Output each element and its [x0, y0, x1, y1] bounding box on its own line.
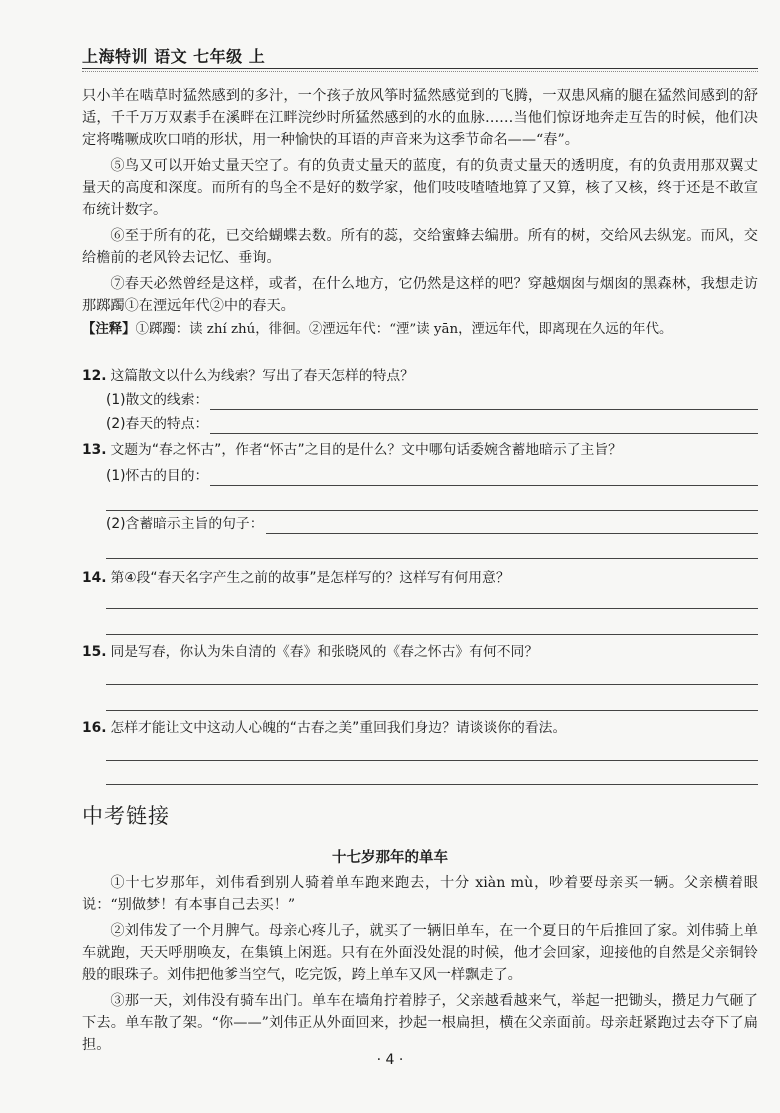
question-14 [82, 568, 758, 588]
question-number: 14. [82, 570, 107, 586]
question-text: 第④段“春天名字产生之前的故事”是怎样写的？这样写有何用意？ [110, 570, 510, 586]
question-number: 13. [82, 442, 107, 458]
question-12 [82, 366, 758, 386]
question-text: 怎样才能让文中这动人心魄的“古春之美”重回我们身边？请谈谈你的看法。 [110, 720, 567, 736]
answer-line[interactable] [106, 510, 758, 511]
question-text: 这篇散文以什么为线索？写出了春天怎样的特点？ [110, 368, 414, 384]
question-text: 同是写春，你认为朱自清的《春》和张晓风的《春之怀古》有何不同？ [110, 644, 539, 660]
annotation-text: ①踯躅：读 zhí zhú，徘徊。②湮远年代：“湮”读 yān，湮远年代，即离现在久远的年代。 [135, 322, 673, 337]
answer-12-1[interactable] [106, 390, 758, 410]
passage-paragraph-7: ⑦春天必然曾经是这样，或者，在什么地方，它仍然是这样的吧？穿越烟囱与烟囱的黑森林，我想走访那踯躅①在湮远年代②中的春天。 [82, 276, 758, 314]
answer-label: (1)散文的线索： [106, 392, 209, 408]
answer-13-2[interactable] [106, 514, 758, 534]
section-title: 中考链接 [82, 804, 170, 828]
passage-paragraph-6: ⑥至于所有的花，已交给蝴蝶去数。所有的蕊，交给蜜蜂去编册。所有的树，交给风去纵宠。而风，交给檐前的老风铃去记忆、垂询。 [82, 228, 758, 266]
answer-line[interactable] [106, 784, 758, 785]
answer-line[interactable] [210, 471, 758, 486]
question-number: 15. [82, 644, 107, 660]
passage-paragraph-cont: 只小羊在啮草时猛然感到的多汁，一个孩子放风筝时猛然感觉到的飞腾，一双患风痛的腿在猛然间感到的舒适，千千万万双素手在溪畔在江畔浣纱时所猛然感到的水的血脉……当他们惊讶地奔走互告的时候，他们决定将嘴噘成吹口哨的形状，用一种愉快的耳语的声音来为这季节命名——“春”。 [82, 88, 758, 148]
answer-line[interactable] [106, 608, 758, 609]
answer-line[interactable] [106, 634, 758, 635]
header-rule-dotted [82, 71, 758, 72]
page-number: · 4 · [376, 1052, 404, 1068]
question-number: 16. [82, 720, 107, 736]
annotation [82, 319, 758, 341]
answer-line[interactable] [106, 760, 758, 761]
question-number: 12. [82, 368, 107, 384]
passage-paragraph-5: ⑤鸟又可以开始丈量天空了。有的负责丈量天的蓝度，有的负责丈量天的透明度，有的负责用那双翼丈量天的高度和深度。而所有的鸟全不是好的数学家，他们吱吱喳喳地算了又算，核了又核，终于还是不敢宣布统计数字。 [82, 158, 758, 218]
story-paragraph-1: ①十七岁那年，刘伟看到别人骑着单车跑来跑去，十分 xiàn mù，吵着要母亲买一辆。父亲横着眼说：“别做梦！有本事自己去买！” [82, 875, 758, 913]
story-title: 十七岁那年的单车 [332, 850, 448, 866]
answer-line[interactable] [210, 419, 758, 434]
answer-label: (2)含蓄暗示主旨的句子： [106, 516, 264, 532]
answer-label: (2)春天的特点： [106, 416, 209, 432]
question-16 [82, 718, 758, 738]
story-paragraph-2: ②刘伟发了一个月脾气。母亲心疼儿子，就买了一辆旧单车，在一个夏日的午后推回了家。刘伟骑上单车就跑，天天呼朋唤友，在集镇上闲逛。只有在外面没处混的时候，他才会回家，迎接他的自然是父亲铜铃般的眼珠子。刘伟把他爹当空气，吃完饭，跨上单车又风一样飘走了。 [82, 923, 758, 983]
question-15 [82, 642, 758, 662]
story-paragraph-3: ③那一天，刘伟没有骑车出门。单车在墙角拧着脖子，父亲越看越来气，举起一把锄头，攒足力气砸了下去。单车散了架。“你——”刘伟正从外面回来，抄起一根扁担，横在父亲面前。母亲赶紧跑过去夺下了扁担。 [82, 993, 758, 1053]
answer-13-1[interactable] [106, 466, 758, 486]
answer-line[interactable] [106, 558, 758, 559]
question-text: 文题为“春之怀古”，作者“怀古”之目的是什么？文中哪句话委婉含蓄地暗示了主旨？ [110, 442, 622, 458]
story [82, 872, 758, 1056]
header-title: 上海特训 语文 七年级 上 [82, 47, 266, 66]
answer-line[interactable] [106, 710, 758, 711]
answer-line[interactable] [106, 684, 758, 685]
answer-line[interactable] [266, 519, 758, 534]
question-13 [82, 440, 758, 460]
annotation-label: 【注释】 [82, 322, 136, 337]
passage [82, 85, 758, 341]
answer-12-2[interactable] [106, 414, 758, 434]
answer-label: (1)怀古的目的： [106, 468, 209, 484]
answer-line[interactable] [210, 395, 758, 410]
header-rule [82, 68, 758, 69]
